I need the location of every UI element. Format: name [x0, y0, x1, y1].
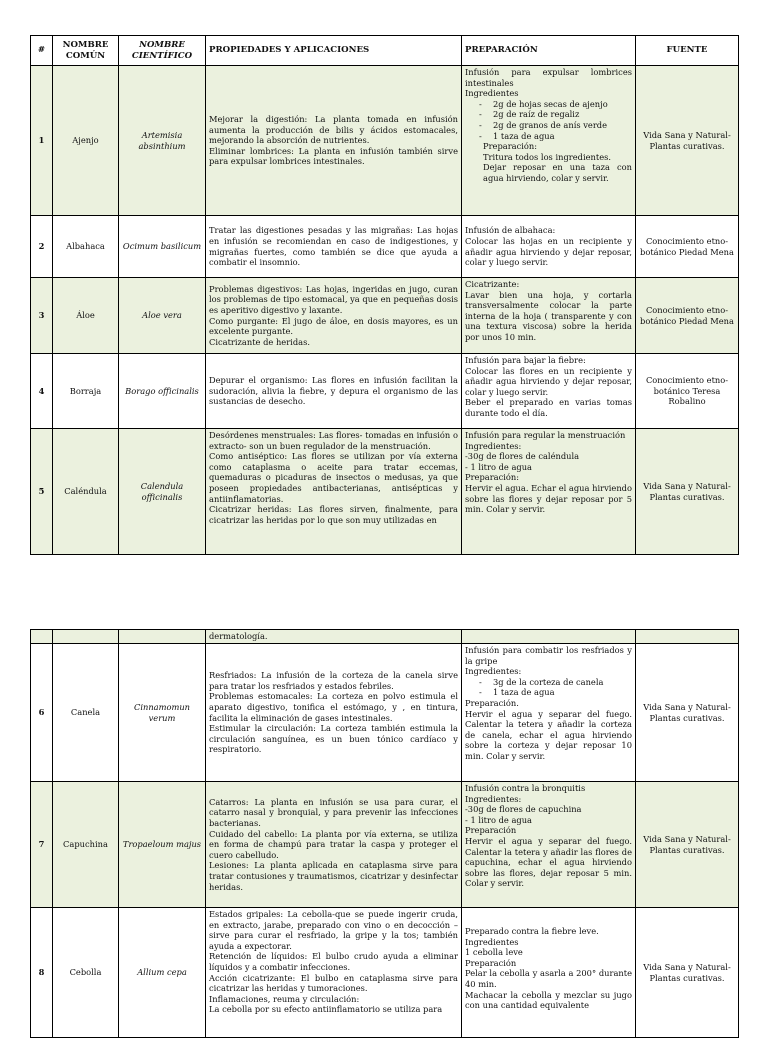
table-row [31, 354, 739, 429]
source-cell: Conocimiento etno-botánico Piedad Mena [636, 278, 739, 354]
prep-text: Infusión contra la bronquitis [465, 783, 586, 793]
ingredient-item: - 1 taza de agua [465, 687, 632, 698]
common-name: Caléndula [53, 429, 119, 555]
scientific-name: Borago officinalis [119, 354, 206, 429]
properties-cell [206, 630, 462, 644]
properties-cell [206, 216, 462, 278]
prep-text: Hervir el agua. Echar el agua hirviendo sobre las flores y dejar reposar por 5 min. Colar y servir. [465, 482, 632, 515]
ingredient-item: - 3g de la corteza de canela [465, 677, 632, 688]
prep-text: Lavar bien una hoja, y cortarla transversalmente colocar la parte interna de la hoja ( transparente y con una textura viscosa) sobre la herida por unos 10 min. [465, 289, 632, 342]
prep-text: Pelar la cebolla y asarla a 200° durante 40 min. [465, 968, 632, 989]
property-text: Cicatrizante de heridas. [209, 336, 310, 347]
ingredient-item: - 2g de hojas secas de ajenjo [465, 99, 632, 110]
source-cell: Vida Sana y Natural- Plantas curativas. [636, 429, 739, 555]
property-text: Tratar las digestiones pesadas y las migrañas: Las hojas en infusión se recomiendan en caso de indigestiones, y migrañas fuertes, como también se dice que ayuda a combatir el insomnio. [209, 225, 458, 268]
header-common-name: NOMBRE COMÚN [53, 36, 119, 66]
prep-text: -30g de flores de caléndula [465, 451, 580, 462]
source-cell: Conocimiento etno-botánico Teresa Robalino [636, 354, 739, 429]
preparation-cell [462, 354, 636, 429]
property-text: Catarros: La planta en infusión se usa para curar, el catarro nasal y bronquial, y para prevenir las infecciones bacterianas. [209, 796, 458, 829]
property-text: Eliminar lombrices: La planta en infusión también sirve para expulsar lombrices intestinales. [209, 145, 458, 167]
scientific-name: Tropaeloum majus [119, 782, 206, 908]
prep-text: Colocar las flores en un recipiente y añadir agua hirviendo y dejar reposar, colar y luego servir. [465, 365, 632, 397]
row-number: 1 [31, 66, 53, 216]
preparation-cell [462, 908, 636, 1038]
plants-table-top [30, 35, 739, 555]
source-cell [636, 630, 739, 644]
prep-text: Preparación [465, 825, 517, 836]
table-row [31, 278, 739, 354]
prep-text: Preparación. [465, 697, 519, 708]
prep-text: Tritura todos los ingredientes. [483, 151, 611, 162]
preparation-cell [462, 630, 636, 644]
prep-text: Preparado contra la fiebre leve. [465, 926, 599, 936]
prep-text: -30g de flores de capuchina [465, 804, 582, 815]
prep-text: Hervir el agua y separar del fuego. Calentar la tetera y añadir la corteza de canela, echar el agua hirviendo sobre la corteza y dejar reposar 10 min. Colar y servir. [465, 708, 632, 761]
common-name: Capuchina [53, 782, 119, 908]
table-row [31, 908, 739, 1038]
common-name: Cebolla [53, 908, 119, 1038]
header-scientific-name: NOMBRE CIENTÍFICO [119, 36, 206, 66]
property-text: Problemas estomacales: La corteza en polvo estimula el aparato digestivo, tonifica el estómago, y , en tintura, facilita la eliminación de gases intestinales. [209, 691, 458, 723]
source-cell: Vida Sana y Natural- Plantas curativas. [636, 782, 739, 908]
properties-cell [206, 278, 462, 354]
prep-text: Beber el preparado en varias tomas durante todo el día. [465, 397, 632, 418]
preparation-cell [462, 278, 636, 354]
property-text: Acción cicatrizante: El bulbo en cataplasma sirve para cicatrizar las heridas y tumoraciones. [209, 972, 458, 994]
prep-text: - 1 litro de agua [465, 461, 533, 472]
row-number [31, 630, 53, 644]
prep-text: Preparación: [465, 472, 520, 483]
preparation-cell [462, 644, 636, 782]
row-number: 2 [31, 216, 53, 278]
row-number: 8 [31, 908, 53, 1038]
scientific-name: Cinnamomun verum [119, 644, 206, 782]
scientific-name: Artemisia absinthium [119, 66, 206, 216]
common-name: Áloe [53, 278, 119, 354]
prep-text: Ingredientes [465, 936, 519, 947]
property-text: Estados gripales: La cebolla-que se puede ingerir cruda, en extracto, jarabe, preparado con vino o en decocción – sirve para curar el resfriado, la gripe y la tos; también ayuda a expectorar. [209, 909, 458, 951]
properties-cell [206, 429, 462, 555]
header-row [31, 36, 739, 66]
property-text: Como antiséptico: Las flores se utilizan por vía externa como cataplasma o aceite para tratar eccemas, quemaduras o picaduras de insectos o medusas, ya que poseen propiedades antibacterianas, antisépticas y antiinflamatorias. [209, 451, 458, 504]
prep-text: Ingredientes: [465, 793, 522, 804]
property-text: Mejorar la digestión: La planta tomada en infusión aumenta la producción de bilis y ácidos estomacales, mejorando la absorción de nutrientes. [209, 114, 458, 146]
scientific-name [119, 630, 206, 644]
property-text: Cuidado del cabello: La planta por vía externa, se utiliza en forma de champú para tratar la caspa y proteger el cuero cabelludo. [209, 828, 458, 860]
row-number: 5 [31, 429, 53, 555]
prep-text: - 1 litro de agua [465, 814, 533, 825]
properties-cell [206, 782, 462, 908]
header-source: FUENTE [636, 36, 739, 66]
table-row [31, 782, 739, 908]
scientific-name: Calendula officinalis [119, 429, 206, 555]
prep-text: Preparación [465, 957, 517, 968]
table-row [31, 66, 739, 216]
property-text: Lesiones: La planta aplicada en cataplasma sirve para tratar contusiones y traumatismos, cicatrizar y desinfectar heridas. [209, 860, 458, 892]
header-properties: PROPIEDADES Y APLICACIONES [206, 36, 462, 66]
prep-text: Ingredientes: [465, 666, 522, 677]
prep-text: Infusión para regular la menstruación [465, 430, 626, 440]
ingredient-item: - 1 taza de agua [465, 131, 632, 142]
row-number: 7 [31, 782, 53, 908]
property-text: Estimular la circulación: La corteza también estimula la circulación sanguínea, es un buen tónico cardíaco y respiratorio. [209, 723, 458, 755]
prep-text: Colocar las hojas en un recipiente y añadir agua hirviendo y dejar reposar, colar y luego servir. [465, 235, 632, 268]
source-cell: Vida Sana y Natural- Plantas curativas. [636, 644, 739, 782]
common-name: Borraja [53, 354, 119, 429]
property-text: Resfriados: La infusión de la corteza de la canela sirve para tratar los resfriados y estados febriles. [209, 670, 458, 691]
property-text: Cicatrizar heridas: Las flores sirven, finalmente, para cicatrizar las heridas por lo que son muy utilizadas en [209, 504, 458, 525]
prep-text: Ingredientes [465, 88, 519, 99]
property-text: Desórdenes menstruales: Las flores- tomadas en infusión o extracto- son un buen regulador de la menstruación. [209, 430, 458, 451]
source-cell: Conocimiento etno-botánico Piedad Mena [636, 216, 739, 278]
row-number: 4 [31, 354, 53, 429]
preparation-cell [462, 782, 636, 908]
properties-cell [206, 66, 462, 216]
prep-text: 1 cebolla leve [465, 947, 523, 958]
property-text: La cebolla por su efecto antiinflamatorio se utiliza para [209, 1004, 443, 1015]
property-text: Retención de líquidos: El bulbo crudo ayuda a eliminar líquidos y a combatir infecciones. [209, 951, 458, 972]
prep-text: Ingredientes: [465, 440, 522, 451]
properties-cell [206, 908, 462, 1038]
prep-text: Infusión para bajar la fiebre: [465, 355, 586, 365]
properties-cell [206, 354, 462, 429]
preparation-cell [462, 429, 636, 555]
prep-text: Cicatrizante: [465, 279, 520, 289]
table-row [31, 216, 739, 278]
ingredient-item: - 2g de granos de anís verde [465, 120, 632, 131]
prep-text: Infusión para expulsar lombrices intestinales [465, 67, 632, 88]
prep-text: Infusión de albahaca: [465, 225, 556, 236]
scientific-name: Aloe vera [119, 278, 206, 354]
preparation-cell [462, 216, 636, 278]
prep-text: Infusión para combatir los resfriados y la gripe [465, 645, 632, 666]
scientific-name: Ocimum basilicum [119, 216, 206, 278]
common-name: Ajenjo [53, 66, 119, 216]
common-name: Canela [53, 644, 119, 782]
row-number: 3 [31, 278, 53, 354]
plants-table-bottom [30, 629, 739, 1038]
scientific-name: Allium cepa [119, 908, 206, 1038]
prep-text: Dejar reposar en una taza con agua hirviendo, colar y servir. [483, 162, 632, 183]
ingredient-item: - 2g de raíz de regaliz [465, 109, 632, 120]
property-text: Problemas digestivos: Las hojas, ingeridas en jugo, curan los problemas de tipo estomacal, ya que en pequeñas dosis es aperitivo digestivo y laxante. [209, 283, 458, 315]
property-text: Inflamaciones, reuma y circulación: [209, 993, 360, 1004]
source-cell: Vida Sana y Natural- Plantas curativas. [636, 66, 739, 216]
source-cell: Vida Sana y Natural- Plantas curativas. [636, 908, 739, 1038]
property-text: dermatología. [209, 631, 268, 642]
properties-cell [206, 644, 462, 782]
header-number: # [31, 36, 53, 66]
header-preparation: PREPARACIÓN [462, 36, 636, 66]
prep-text: Machacar la cebolla y mezclar su jugo con una cantidad equivalente [465, 989, 632, 1011]
prep-text: Hervir el agua y separar del fuego. Calentar la tetera y añadir las flores de capuchina, echar el agua hirviendo sobre las flores, dejar reposar 5 min. Colar y servir. [465, 835, 632, 889]
table-row [31, 644, 739, 782]
table-row [31, 630, 739, 644]
prep-text: Preparación: [483, 141, 538, 152]
table-row [31, 429, 739, 555]
row-number: 6 [31, 644, 53, 782]
common-name: Albahaca [53, 216, 119, 278]
common-name [53, 630, 119, 644]
property-text: Como purgante: El jugo de áloe, en dosis mayores, es un excelente purgante. [209, 315, 458, 337]
property-text: Depurar el organismo: Las flores en infusión facilitan la sudoración, alivia la fiebre, y depura el organismo de las sustancias de desecho. [209, 375, 458, 407]
preparation-cell [462, 66, 636, 216]
